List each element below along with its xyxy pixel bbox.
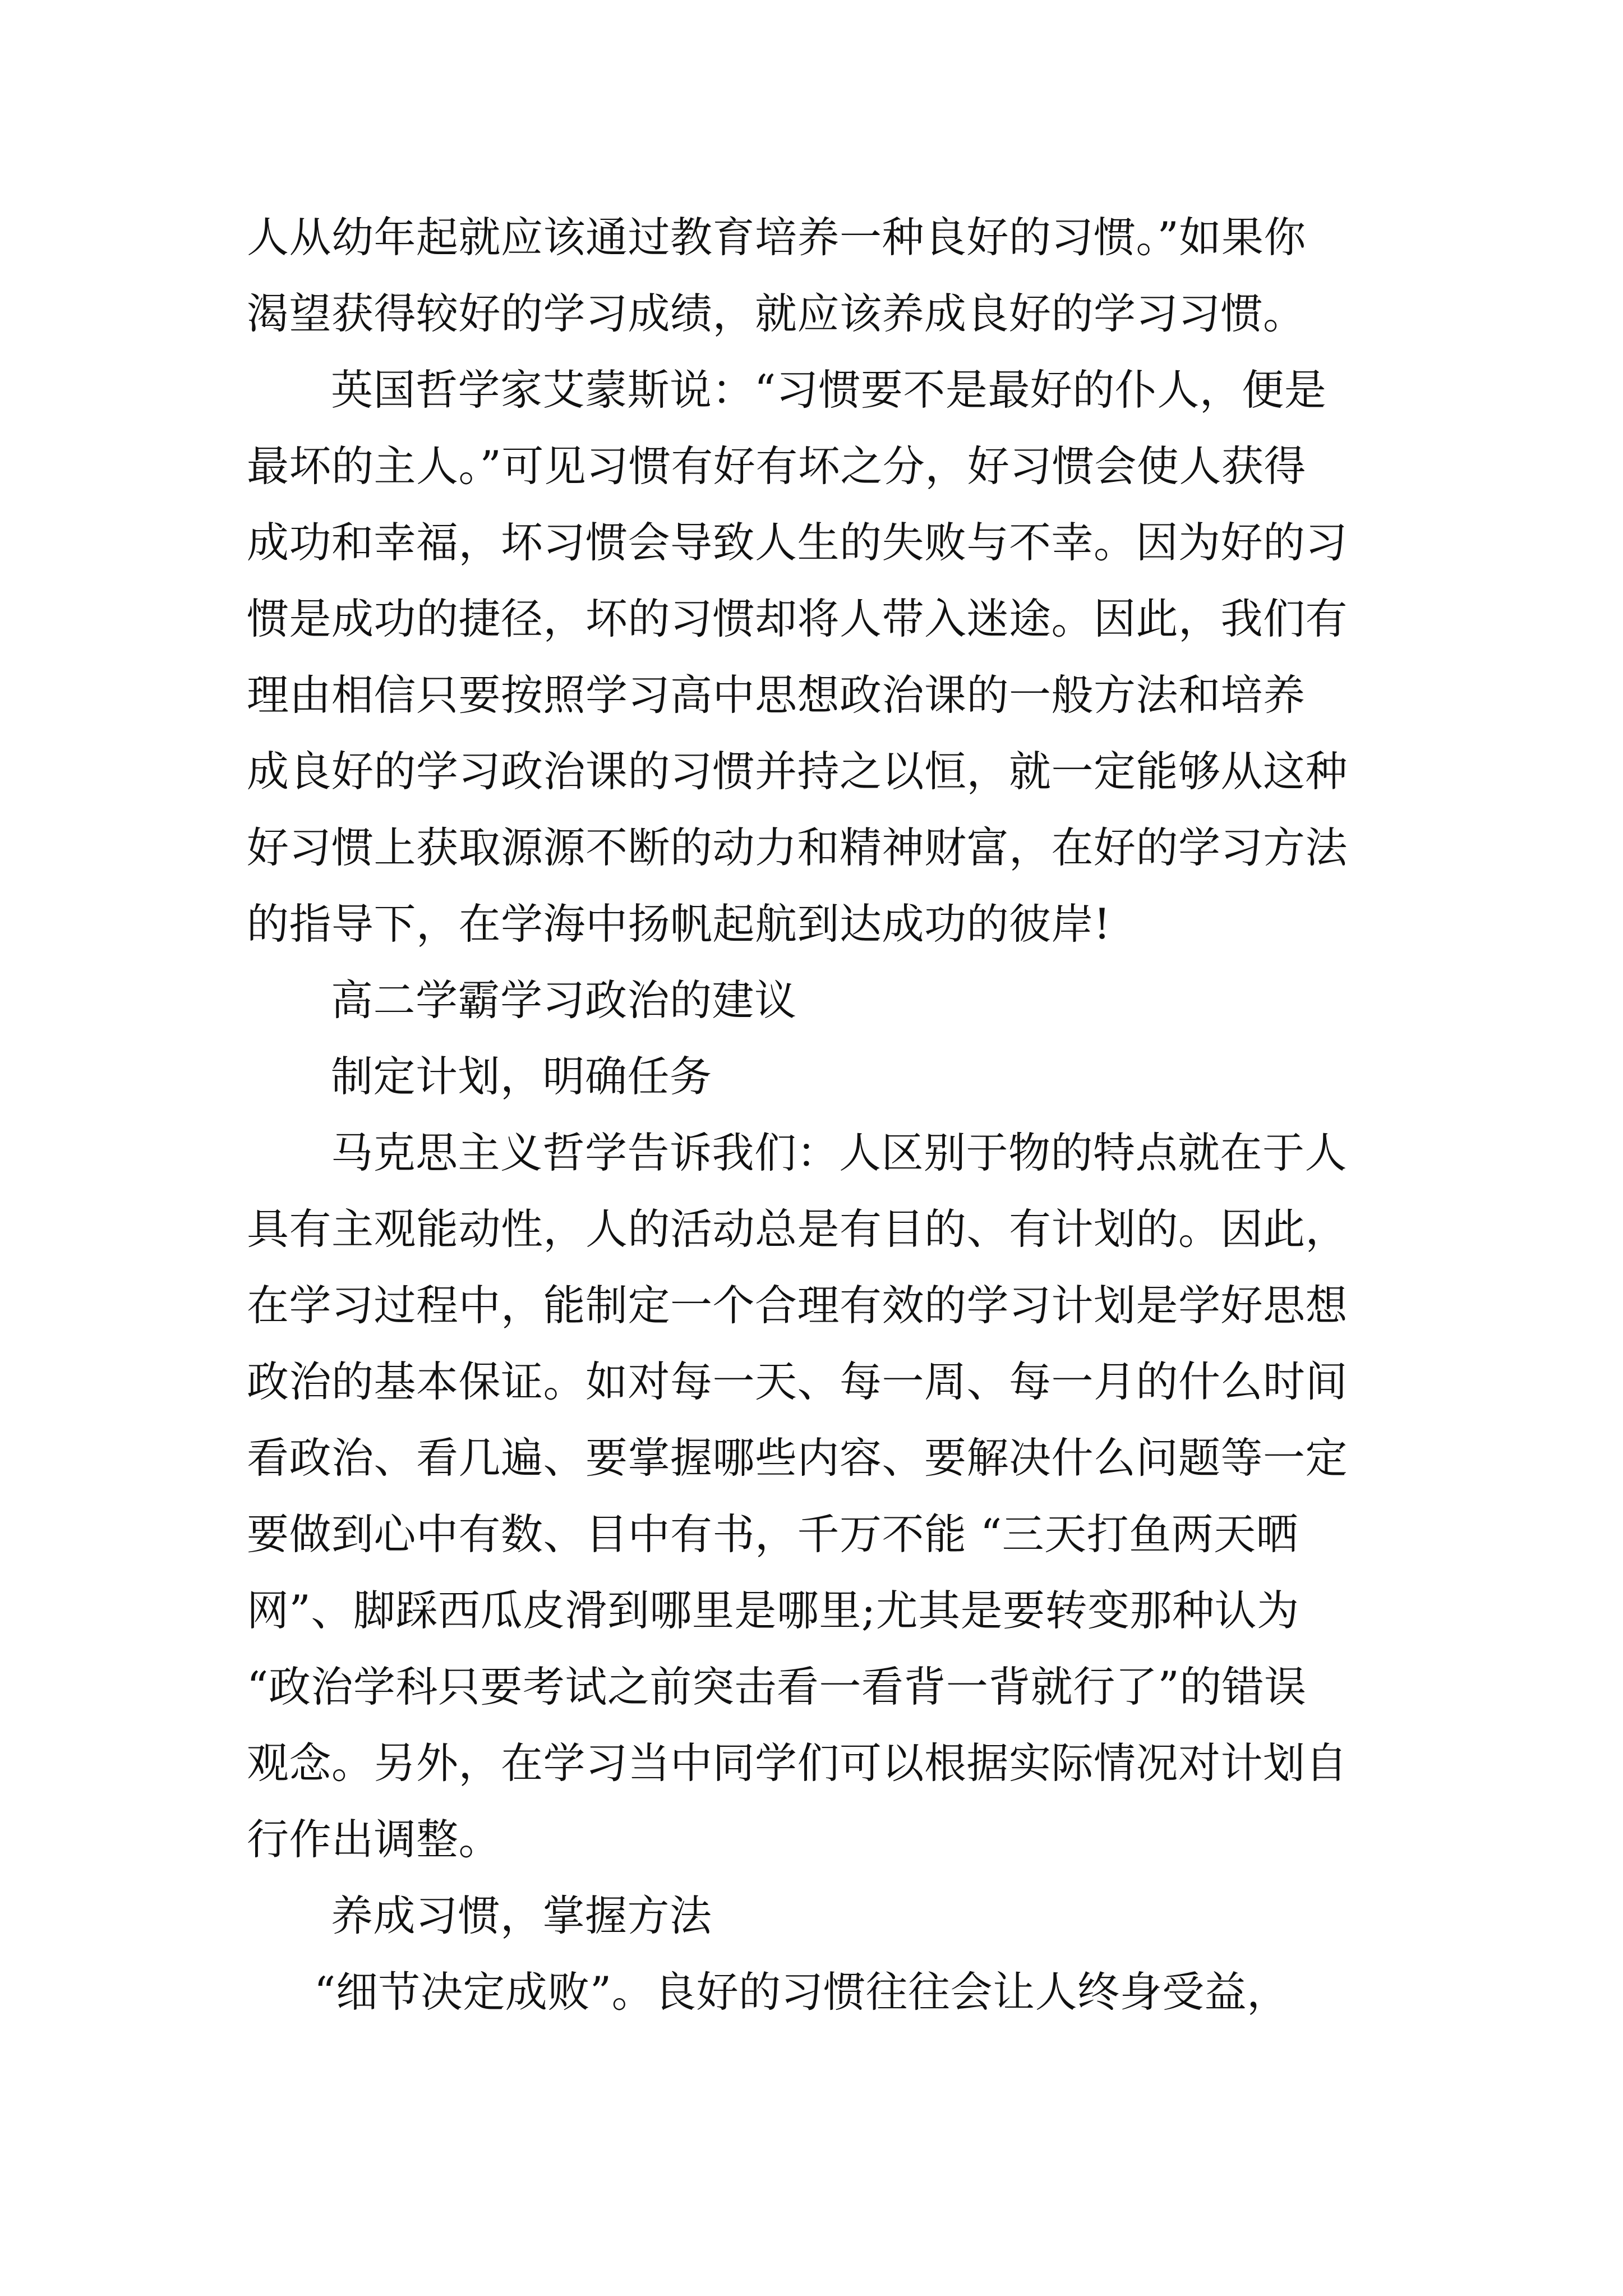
subsection-heading: 养成习惯，掌握方法: [331, 1891, 712, 1940]
paragraph-line: 好习惯上获取源源不断的动力和精神财富，在好的学习方法: [247, 823, 1348, 872]
paragraph-line: “政治学科只要考试之前突击看一看背一背就行了”的错误: [247, 1662, 1307, 1711]
paragraph-line: 人从幼年起就应该通过教育培养一种良好的习惯。”如果你: [247, 213, 1306, 262]
paragraph-line: 的指导下，在学海中扬帆起航到达成功的彼岸!: [247, 899, 1111, 949]
paragraph-line: 观念。另外，在学习当中同学们可以根据实际情况对计划自: [247, 1738, 1348, 1788]
paragraph-line: 理由相信只要按照学习高中思想政治课的一般方法和培养: [247, 670, 1306, 720]
paragraph-line: 行作出调整。: [247, 1815, 501, 1864]
paragraph-line: 成功和幸福，坏习惯会导致人生的失败与不幸。因为好的习: [247, 518, 1348, 567]
paragraph-line: 具有主观能动性，人的活动总是有目的、有计划的。因此，: [247, 1204, 1348, 1254]
paragraph-line: 成良好的学习政治课的习惯并持之以恒，就一定能够从这种: [247, 747, 1348, 796]
paragraph-line: 英国哲学家艾蒙斯说：“习惯要不是最好的仆人，便是: [331, 365, 1327, 415]
subsection-heading: 制定计划，明确任务: [331, 1052, 712, 1101]
paragraph-line: 在学习过程中，能制定一个合理有效的学习计划是学好思想: [247, 1281, 1348, 1330]
section-heading: 高二学霸学习政治的建议: [331, 976, 797, 1025]
paragraph-line: 马克思主义哲学告诉我们：人区别于物的特点就在于人: [331, 1128, 1348, 1177]
paragraph-line: 网”、脚踩西瓜皮滑到哪里是哪里;尤其是要转变那种认为: [247, 1586, 1299, 1635]
paragraph-line: 渴望获得较好的学习成绩，就应该养成良好的学习习惯。: [247, 289, 1306, 338]
paragraph-line: “细节决定成败”。良好的习惯往往会让人终身受益，: [314, 1967, 1289, 2017]
paragraph-line: 最坏的主人。”可见习惯有好有坏之分，好习惯会使人获得: [247, 441, 1306, 491]
paragraph-line: 政治的基本保证。如对每一天、每一周、每一月的什么时间: [247, 1357, 1348, 1406]
paragraph-line: 惯是成功的捷径，坏的习惯却将人带入迷途。因此，我们有: [247, 594, 1348, 643]
paragraph-line: 看政治、看几遍、要掌握哪些内容、要解决什么问题等一定: [247, 1433, 1348, 1483]
body-text: [247, 199, 1391, 2030]
paragraph-line: 要做到心中有数、目中有书，千万不能 “三天打鱼两天晒: [247, 1510, 1299, 1559]
